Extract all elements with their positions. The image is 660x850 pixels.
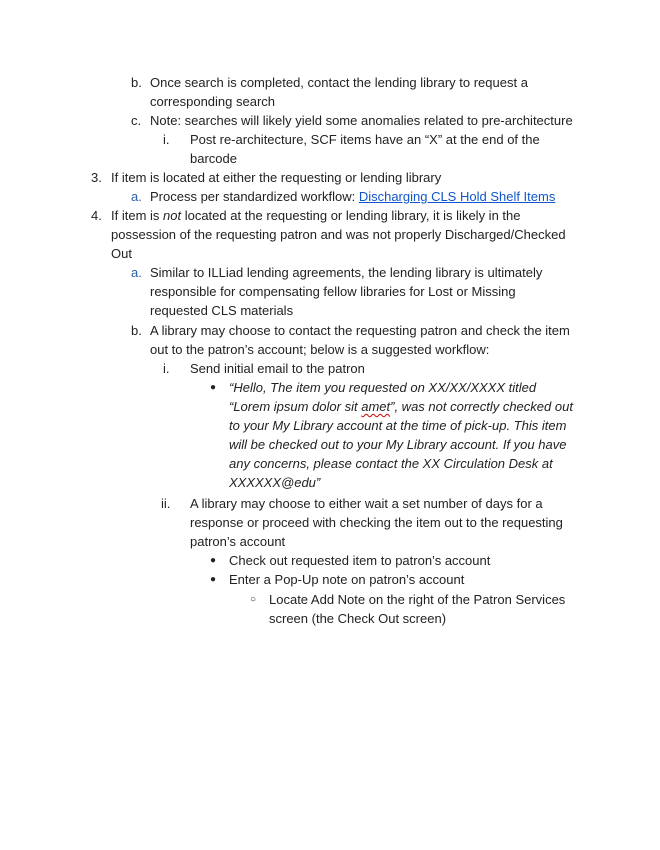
list-marker: i.	[163, 361, 170, 376]
list-marker: 3.	[91, 170, 102, 185]
email-line	[229, 397, 573, 416]
list-text-line: Locate Add Note on the right of the Patron Services	[269, 592, 566, 607]
list-text-line: A library may choose to either wait a set number of days for a	[190, 496, 543, 511]
list-text-line: screen (the Check Out screen)	[269, 611, 447, 626]
list-text-line: out to the patron’s account; below is a suggested workflow:	[150, 342, 490, 357]
text-run: If item is	[111, 208, 164, 223]
list-text-line: Post re-architecture, SCF items have an “X” at the end of the	[190, 132, 540, 147]
list-text-line	[111, 206, 520, 225]
list-text-line: responsible for compensating fellow libraries for Lost or Missing	[150, 284, 516, 299]
hollow-bullet-marker: ○	[250, 594, 257, 605]
list-text-line	[150, 187, 555, 206]
spellcheck-word: amet	[361, 399, 391, 414]
list-marker: b.	[131, 75, 142, 90]
list-text-line: Note: searches will likely yield some anomalies related to pre-architecture	[150, 113, 573, 128]
list-text-line: patron’s account	[190, 534, 286, 549]
email-line: will be checked out to your My Library account. If you have	[229, 437, 567, 452]
email-line: to your My Library account at the time of pick-up. This item	[229, 418, 567, 433]
text-run: “Lorem ipsum dolor sit	[229, 399, 362, 414]
emphasis-not: not	[163, 208, 182, 223]
list-text-line: Send initial email to the patron	[190, 361, 365, 376]
list-text-line: requested CLS materials	[150, 303, 294, 318]
list-text-line: corresponding search	[150, 94, 276, 109]
list-text-line: Check out requested item to patron’s account	[229, 553, 491, 568]
list-text-line: Out	[111, 246, 132, 261]
list-text-line: Enter a Pop-Up note on patron’s account	[229, 572, 465, 587]
email-line: any concerns, please contact the XX Circulation Desk at	[229, 456, 553, 471]
list-text-line: barcode	[190, 151, 237, 166]
list-text-line: Once search is completed, contact the lending library to request a	[150, 75, 528, 90]
list-text-line: response or proceed with checking the item out to the requesting	[190, 515, 563, 530]
list-marker: ii.	[161, 496, 171, 511]
bullet-marker: ●	[210, 555, 217, 566]
list-marker: a.	[131, 189, 142, 204]
text-run: located at the requesting or lending library, it is likely in the	[181, 208, 521, 223]
workflow-prefix: Process per standardized workflow:	[150, 189, 359, 204]
discharging-cls-hold-shelf-link[interactable]: Discharging CLS Hold Shelf Items	[358, 189, 556, 204]
list-marker: a.	[131, 265, 142, 280]
list-marker: c.	[131, 113, 142, 128]
list-text-line: If item is located at either the requesting or lending library	[111, 170, 442, 185]
email-line: “Hello, The item you requested on XX/XX/XXXX titled	[229, 380, 537, 395]
list-text-line: possession of the requesting patron and was not properly Discharged/Checked	[111, 227, 566, 242]
list-text-line: A library may choose to contact the requesting patron and check the item	[150, 323, 570, 338]
list-text-line: Similar to ILLiad lending agreements, the lending library is ultimately	[150, 265, 543, 280]
text-run: ”, was not correctly checked out	[390, 399, 573, 414]
list-marker: i.	[163, 132, 170, 147]
bullet-marker: ●	[210, 574, 217, 585]
email-line: XXXXXX@edu”	[229, 475, 321, 490]
bullet-marker: ●	[210, 382, 217, 393]
list-marker: b.	[131, 323, 142, 338]
list-marker: 4.	[91, 208, 102, 223]
